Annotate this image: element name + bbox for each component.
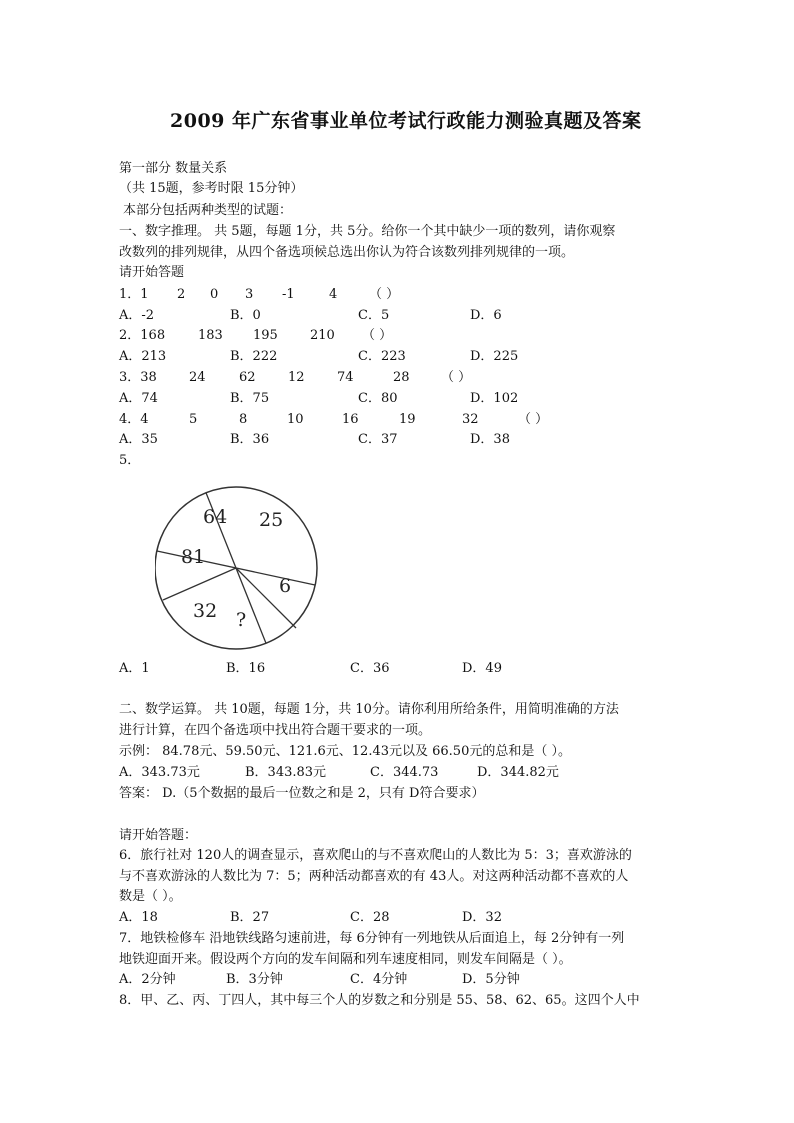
pie-number: 6 [279, 575, 292, 597]
question-term: 28 [393, 370, 410, 385]
section2-desc-line1: 二、数学运算。 共 10题，每题 1分，共 10分。请你利用所给条件，用简明准确的方法 [119, 702, 619, 717]
pie-number: ? [236, 609, 247, 631]
option-b: B．75 [230, 391, 270, 406]
option-a: A．2分钟 [119, 972, 176, 987]
part-heading: 第一部分 数量关系 [119, 161, 228, 176]
question-term: 3 [245, 287, 254, 302]
pie-number: 25 [259, 509, 284, 531]
question-term: 24 [189, 370, 206, 385]
question-4-stem [119, 412, 679, 428]
question-5-label: 5． [119, 453, 141, 468]
option-a: A．35 [119, 432, 158, 447]
option-d: D．32 [462, 910, 502, 925]
option-c: C．344.73 [370, 765, 439, 780]
option-a: A．74 [119, 391, 158, 406]
option-a: A．343.73元 [119, 765, 200, 780]
option-c: C．223 [358, 349, 406, 364]
option-d: D．344.82元 [477, 765, 559, 780]
option-d: D．225 [470, 349, 519, 364]
question-7-line1: 7．地铁检修车 沿地铁线路匀速前进，每 6分钟有一列地铁从后面追上，每 2分钟有一列 [119, 931, 625, 946]
option-d: D．38 [470, 432, 510, 447]
question-3-options [119, 391, 679, 407]
time-note: （共 15题，参考时限 15分钟） [119, 181, 304, 196]
question-6-options [119, 910, 679, 926]
answer-blank: （ ） [369, 287, 400, 302]
question-term: 32 [462, 412, 479, 427]
option-a: A．213 [119, 349, 167, 364]
option-b: B．27 [230, 910, 270, 925]
question-term: 74 [337, 370, 354, 385]
option-c: C．5 [358, 308, 390, 323]
section2-desc-line2: 进行计算，在四个备选项中找出符合题干要求的一项。 [119, 723, 432, 738]
option-d: D．5分钟 [462, 972, 520, 987]
answer-blank: （ ） [441, 370, 472, 385]
question-term: 195 [253, 328, 278, 343]
option-c: C．28 [350, 910, 390, 925]
question-term: 19 [399, 412, 416, 427]
part-intro: 本部分包括两种类型的试题： [123, 203, 293, 218]
question-2-stem [119, 328, 679, 344]
question-2-options [119, 349, 679, 365]
question-3-stem [119, 370, 679, 386]
option-b: B．0 [230, 308, 261, 323]
page-title: 2009 年广东省事业单位考试行政能力测验真题及答案 [170, 110, 642, 132]
question-8-line1: 8．甲、乙、丙、丁四人，其中每三个人的岁数之和分别是 55、58、62、65。这四个人中 [119, 993, 640, 1008]
example-answer: 答案： D.（5个数据的最后一位数之和是 2，只有 D符合要求） [119, 786, 485, 801]
option-a: A．1 [119, 661, 150, 676]
question-term: 210 [310, 328, 335, 343]
pie-number: 32 [193, 600, 218, 622]
section1-desc-line2: 改数列的排列规律，从四个备选项候总选出你认为符合该数列排列规律的一项。 [119, 245, 575, 260]
question-1-options [119, 308, 679, 324]
pie-divider [163, 568, 236, 600]
question-6-line2: 与不喜欢游泳的人数比为 7：5；两种活动都喜欢的有 43人。对这两种活动都不喜欢的人 [119, 869, 629, 884]
question-term: -1 [282, 287, 295, 302]
start-prompt: 请开始答题 [119, 265, 185, 280]
question-7-line2: 地铁迎面开来。假设两个方向的发车间隔和列车速度相同，则发车间隔是（ ）。 [119, 952, 572, 967]
question-term: 5 [189, 412, 198, 427]
question-term: 183 [198, 328, 223, 343]
question-term: 3．38 [119, 370, 157, 385]
example-options [119, 765, 679, 781]
option-c: C．80 [358, 391, 398, 406]
option-a: A．18 [119, 910, 158, 925]
question-term: 10 [287, 412, 304, 427]
option-d: D．102 [470, 391, 519, 406]
question-1-stem [119, 287, 679, 303]
section1-desc-line1: 一、数字推理。 共 5题，每题 1分，共 5分。给你一个其中缺少一项的数列，请你观察 [119, 224, 616, 239]
option-b: B．3分钟 [226, 972, 283, 987]
question-term: 1．1 [119, 287, 149, 302]
example-question: 示例： 84.78元、59.50元、121.6元、12.43元以及 66.50元的总和是（ ）。 [119, 744, 571, 759]
question-term: 2．168 [119, 328, 166, 343]
option-d: D．49 [462, 661, 502, 676]
answer-blank: （ ） [362, 328, 393, 343]
option-c: C．36 [350, 661, 390, 676]
option-c: C．37 [358, 432, 398, 447]
question-6-line3: 数是（ ）。 [119, 889, 182, 904]
question-term: 12 [288, 370, 305, 385]
option-a: A．-2 [119, 308, 155, 323]
pie-number: 64 [203, 506, 228, 528]
question-term: 4．4 [119, 412, 149, 427]
question-term: 16 [342, 412, 359, 427]
option-b: B．16 [226, 661, 266, 676]
option-b: B．36 [230, 432, 270, 447]
question-term: 0 [210, 287, 219, 302]
question-term: 8 [239, 412, 248, 427]
pie-number: 81 [181, 546, 206, 568]
start-prompt-2: 请开始答题： [119, 828, 198, 843]
question-5-options [119, 661, 679, 677]
question-6-line1: 6．旅行社对 120人的调查显示，喜欢爬山的与不喜欢爬山的人数比为 5：3；喜欢游泳的 [119, 848, 632, 863]
option-d: D．6 [470, 308, 502, 323]
question-7-options [119, 972, 679, 988]
question-term: 2 [177, 287, 186, 302]
question-4-options [119, 432, 679, 448]
option-c: C．4分钟 [350, 972, 408, 987]
answer-blank: （ ） [518, 412, 549, 427]
question-term: 62 [239, 370, 256, 385]
pie-figure [155, 482, 335, 652]
option-b: B．343.83元 [245, 765, 327, 780]
question-term: 4 [329, 287, 338, 302]
option-b: B．222 [230, 349, 278, 364]
